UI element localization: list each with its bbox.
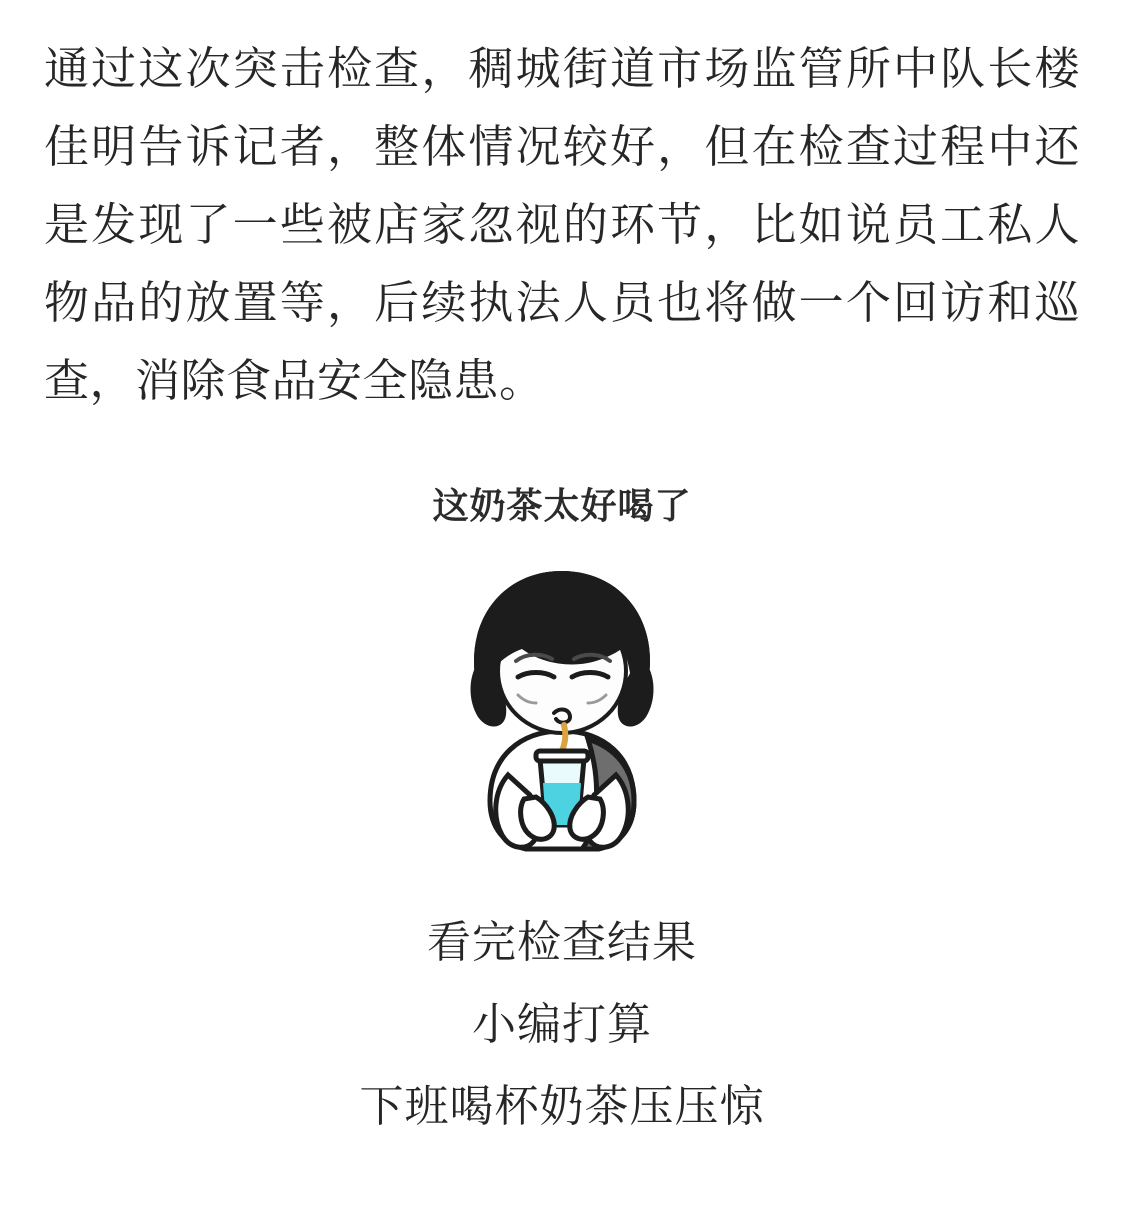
closing-line-1: 看完检查结果 [427,918,697,967]
closing-lines [0,917,1124,1133]
article-body [0,0,1124,420]
meme-top-caption: 这奶茶太好喝了 [432,485,692,526]
article-paragraph: 通过这次突击检查，稠城街道市场监管所中队长楼佳明告诉记者，整体情况较好，但在检查过程中还是发现了一些被店家忽视的环节，比如说员工私人物品的放置等，后续执法人员也将做一个回访和巡查，消除食品安全隐患。 [44,43,1080,406]
cartoon-person-drinking-milk-tea-icon [412,543,712,883]
closing-line-2: 小编打算 [472,1000,652,1049]
closing-line-3: 下班喝杯奶茶压压惊 [359,1082,765,1131]
meme-block [0,478,1124,883]
